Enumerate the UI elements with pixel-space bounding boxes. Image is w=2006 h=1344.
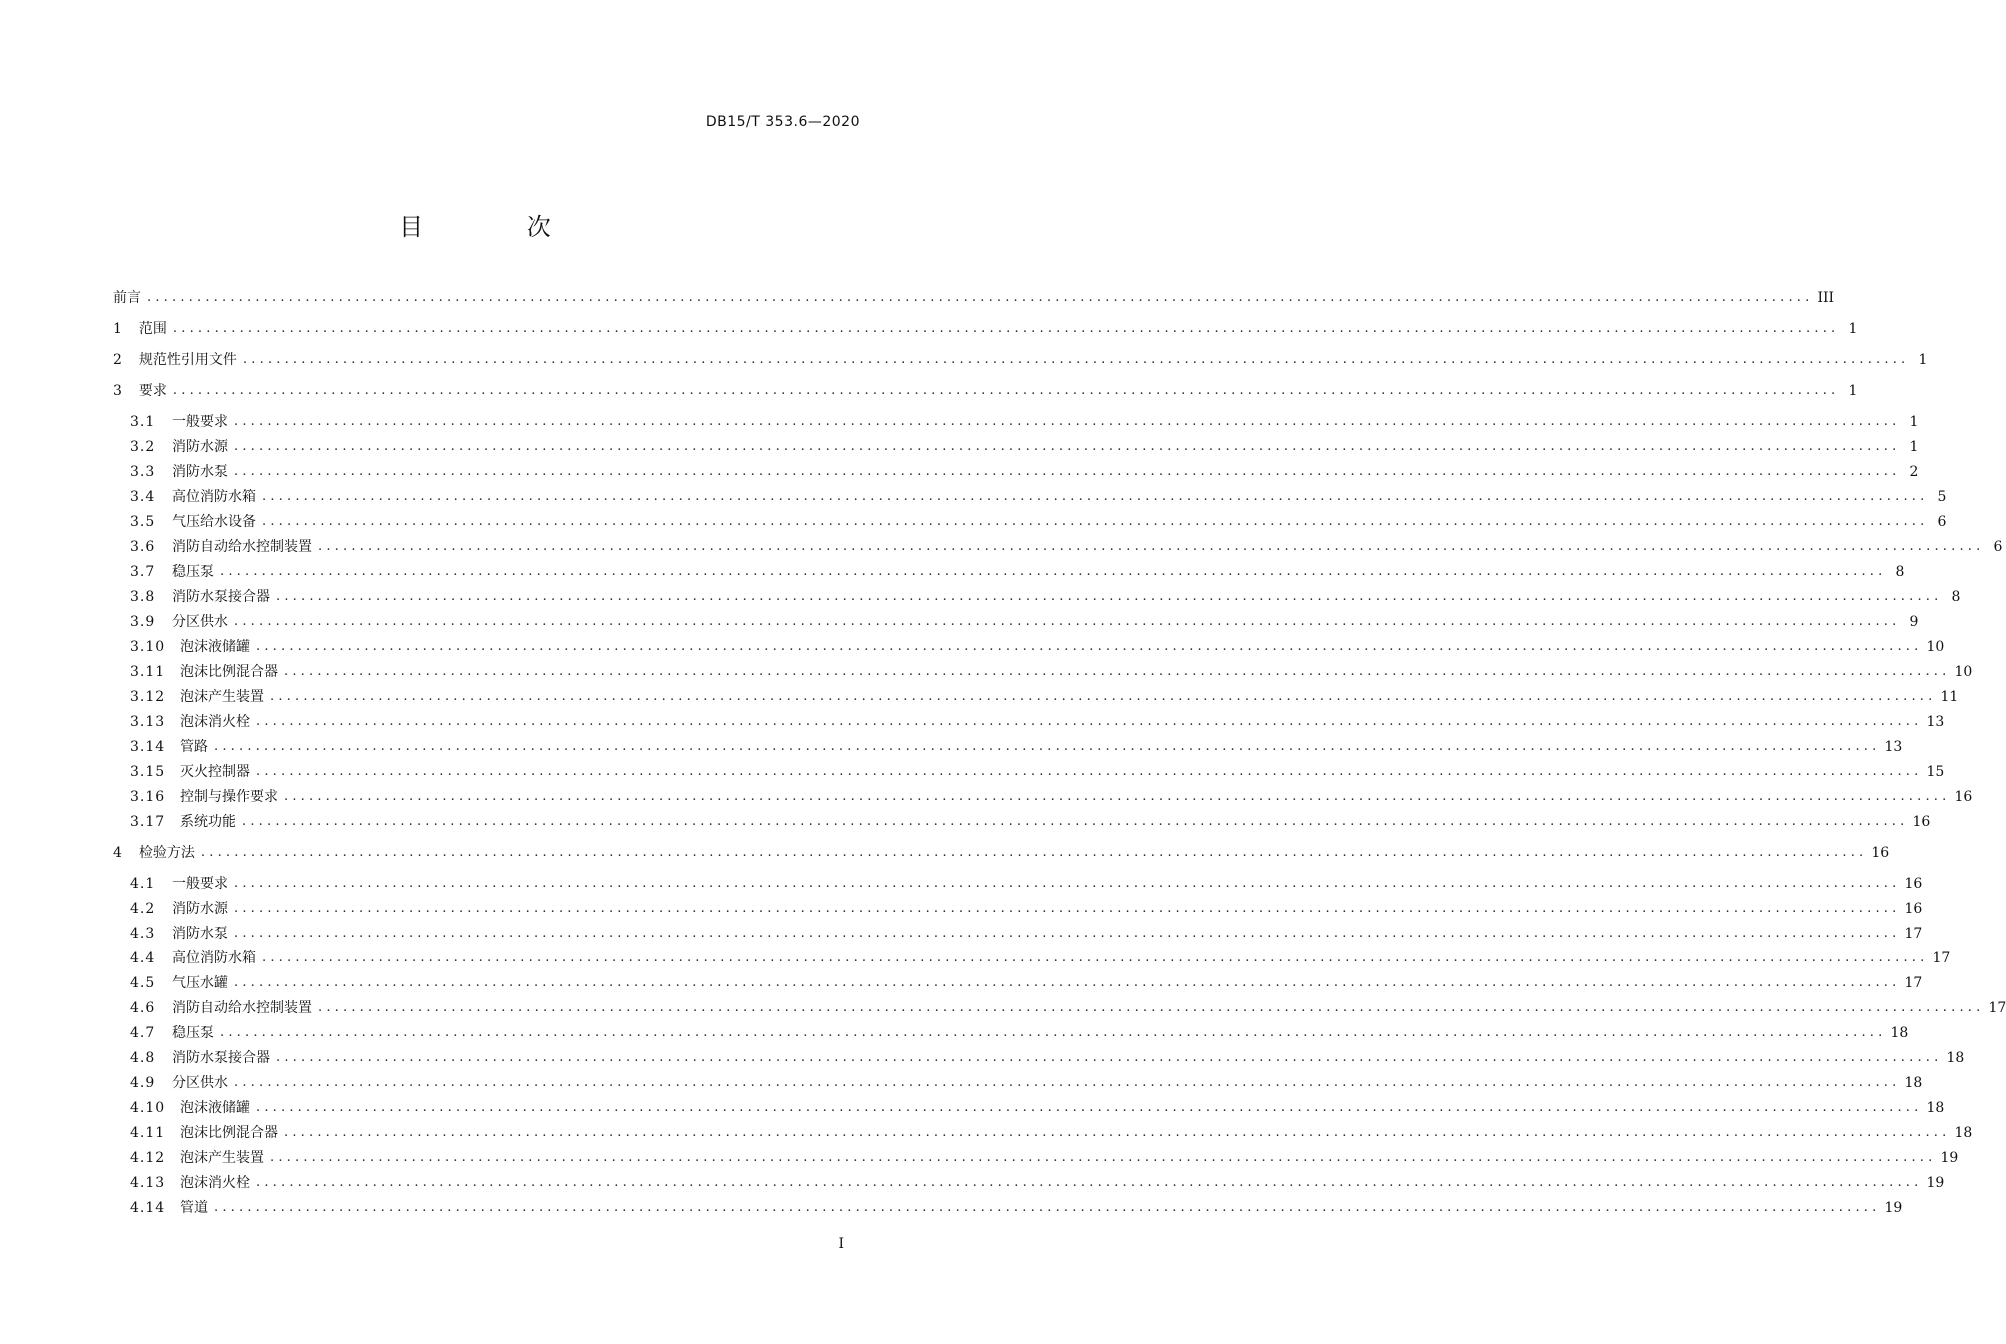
toc-entry[interactable] <box>130 1073 1923 1093</box>
toc-leader-dots: ........................................................................................................................................................................................................ <box>270 689 1937 704</box>
toc-entry-label: 要求 <box>138 383 167 399</box>
toc-leader-dots: ........................................................................................................................................................................................................ <box>220 564 1887 579</box>
toc-entry-number: 4.6 <box>130 1000 156 1016</box>
toc-entry-label: 规范性引用文件 <box>138 352 237 368</box>
toc-entry[interactable] <box>130 412 1919 432</box>
toc-entry-page: 8 <box>1895 564 1905 580</box>
toc-leader-dots: ........................................................................................................................................................................................................ <box>234 876 1901 891</box>
toc-entry-label: 系统功能 <box>180 814 236 830</box>
toc-leader-dots: ........................................................................................................................................................................................................ <box>147 290 1814 305</box>
toc-leader-dots: ........................................................................................................................................................................................................ <box>256 764 1923 779</box>
toc-entry[interactable] <box>130 487 1947 507</box>
page-title: 目 次 <box>399 213 599 241</box>
toc-leader-dots: ........................................................................................................................................................................................................ <box>242 352 1910 367</box>
toc-entry-page: 18 <box>1926 1100 1945 1116</box>
toc-entry-number: 3.2 <box>130 439 156 455</box>
toc-leader-dots: ........................................................................................................................................................................................................ <box>284 789 1951 804</box>
toc-entry-label: 检验方法 <box>138 845 195 861</box>
toc-entry-number: 3.13 <box>130 714 166 730</box>
toc-entry-page: 19 <box>1884 1200 1903 1216</box>
toc-entry[interactable] <box>130 874 1923 894</box>
toc-entry-number: 3.6 <box>130 539 156 555</box>
toc-entry-number: 4.10 <box>130 1100 166 1116</box>
toc-entry-page: 15 <box>1926 764 1945 780</box>
toc-entry-page: 18 <box>1954 1125 1973 1141</box>
toc-leader-dots: ........................................................................................................................................................................................................ <box>214 739 1881 754</box>
toc-entry[interactable] <box>130 462 1919 482</box>
toc-entry-page: 16 <box>1904 901 1923 917</box>
toc-entry-page: 17 <box>1904 975 1923 991</box>
toc-entry-page: 18 <box>1890 1025 1909 1041</box>
toc-entry-label: 控制与操作要求 <box>180 789 278 805</box>
footer-page-number: I <box>838 1236 844 1252</box>
toc-entry-number: 4.2 <box>130 901 156 917</box>
toc-entry-label: 稳压泵 <box>172 564 214 580</box>
toc-entry[interactable] <box>130 637 1945 657</box>
toc-entry-number: 3.12 <box>130 689 166 705</box>
toc-entry-number: 3.9 <box>130 614 156 630</box>
toc-entry-page: 6 <box>1993 539 2003 555</box>
toc-entry[interactable] <box>130 1023 1909 1043</box>
toc-leader-dots: ........................................................................................................................................................................................................ <box>234 439 1901 454</box>
toc-entry[interactable] <box>130 687 1959 707</box>
toc-entry-number: 3 <box>113 383 123 399</box>
toc-entry-label: 消防水泵接合器 <box>172 589 270 605</box>
toc-entry-label: 气压水罐 <box>172 975 228 991</box>
toc-entry[interactable] <box>130 1198 1903 1218</box>
toc-entry-page: 13 <box>1926 714 1945 730</box>
toc-entry[interactable] <box>113 381 1858 401</box>
toc-leader-dots: ........................................................................................................................................................................................................ <box>234 1075 1901 1090</box>
toc-entry[interactable] <box>130 562 1905 582</box>
toc-entry[interactable] <box>130 973 1923 993</box>
toc-entry[interactable] <box>130 437 1919 457</box>
toc-entry[interactable] <box>130 899 1923 919</box>
toc-entry-page: 10 <box>1926 639 1945 655</box>
toc-entry[interactable] <box>130 612 1919 632</box>
toc-leader-dots: ........................................................................................................................................................................................................ <box>256 639 1923 654</box>
toc-entry[interactable] <box>130 812 1931 832</box>
toc-entry[interactable] <box>113 319 1858 339</box>
toc-leader-dots: ........................................................................................................................................................................................................ <box>214 1200 1881 1215</box>
toc-entry-number: 4.8 <box>130 1050 156 1066</box>
toc-entry-page: 9 <box>1909 614 1919 630</box>
toc-entry-page: 17 <box>1988 1000 2006 1016</box>
toc-leader-dots: ........................................................................................................................................................................................................ <box>256 714 1923 729</box>
toc-entry-label: 泡沫消火栓 <box>180 714 250 730</box>
toc-entry-label: 消防自动给水控制装置 <box>172 539 312 555</box>
toc-entry[interactable] <box>130 587 1961 607</box>
toc-entry-page: 18 <box>1904 1075 1923 1091</box>
toc-entry-number: 4.3 <box>130 926 156 942</box>
toc-entry-number: 3.16 <box>130 789 166 805</box>
toc-entry[interactable] <box>130 948 1951 968</box>
toc-entry-label: 分区供水 <box>172 614 228 630</box>
toc-entry-label: 灭火控制器 <box>180 764 250 780</box>
toc-entry-number: 3.4 <box>130 489 156 505</box>
toc-entry-number: 4.11 <box>130 1125 166 1141</box>
toc-entry-label: 消防自动给水控制装置 <box>172 1000 312 1016</box>
toc-entry-page: 17 <box>1932 950 1951 966</box>
toc-entry[interactable] <box>130 537 2003 557</box>
toc-entry-label: 管路 <box>180 739 208 755</box>
toc-leader-dots: ........................................................................................................................................................................................................ <box>276 1050 1943 1065</box>
toc-entry-label: 泡沫比例混合器 <box>180 1125 278 1141</box>
toc-entry-label: 泡沫产生装置 <box>180 689 264 705</box>
toc-leader-dots: ........................................................................................................................................................................................................ <box>242 814 1909 829</box>
toc-entry-label: 泡沫消火栓 <box>180 1175 250 1191</box>
toc-entry-number: 3.17 <box>130 814 166 830</box>
toc-leader-dots: ........................................................................................................................................................................................................ <box>234 926 1901 941</box>
toc-leader-dots: ........................................................................................................................................................................................................ <box>256 1175 1923 1190</box>
toc-entry-label: 消防水泵 <box>172 926 228 942</box>
toc-entry-label: 范围 <box>138 321 167 337</box>
toc-entry-number: 3.7 <box>130 564 156 580</box>
toc-entry-number: 3.10 <box>130 639 166 655</box>
toc-entry-page: 16 <box>1912 814 1931 830</box>
toc-entry-number: 4.13 <box>130 1175 166 1191</box>
toc-entry-label: 分区供水 <box>172 1075 228 1091</box>
toc-entry-number: 4.9 <box>130 1075 156 1091</box>
toc-entry[interactable] <box>130 1048 1965 1068</box>
toc-entry-page: III <box>1817 290 1835 306</box>
toc-entry-label: 一般要求 <box>172 414 228 430</box>
toc-entry-label: 泡沫比例混合器 <box>180 664 278 680</box>
toc-entry[interactable] <box>130 1148 1959 1168</box>
toc-leader-dots: ........................................................................................................................................................................................................ <box>318 1000 1985 1015</box>
toc-leader-dots: ........................................................................................................................................................................................................ <box>256 1100 1923 1115</box>
toc-entry-label: 管道 <box>180 1200 208 1216</box>
toc-leader-dots: ........................................................................................................................................................................................................ <box>234 414 1901 429</box>
toc-entry-number: 4.12 <box>130 1150 166 1166</box>
toc-leader-dots: ........................................................................................................................................................................................................ <box>262 950 1929 965</box>
toc-entry[interactable] <box>113 843 1890 863</box>
toc-entry[interactable] <box>130 737 1903 757</box>
toc-entry-page: 19 <box>1926 1175 1945 1191</box>
toc-leader-dots: ........................................................................................................................................................................................................ <box>234 464 1901 479</box>
toc-entry-page: 18 <box>1946 1050 1965 1066</box>
toc-leader-dots: ........................................................................................................................................................................................................ <box>234 901 1901 916</box>
toc-leader-dots: ........................................................................................................................................................................................................ <box>234 975 1901 990</box>
toc-entry-label: 稳压泵 <box>172 1025 214 1041</box>
toc-entry[interactable] <box>130 787 1973 807</box>
toc-entry-label: 泡沫液储罐 <box>180 639 250 655</box>
toc-entry-page: 6 <box>1937 514 1947 530</box>
toc-leader-dots: ........................................................................................................................................................................................................ <box>234 614 1901 629</box>
toc-leader-dots: ........................................................................................................................................................................................................ <box>284 1125 1951 1140</box>
toc-entry-label: 消防水源 <box>172 901 228 917</box>
document-code: DB15/T 353.6—2020 <box>705 114 860 130</box>
toc-entry-number: 1 <box>113 321 123 337</box>
toc-leader-dots: ........................................................................................................................................................................................................ <box>284 664 1951 679</box>
toc-leader-dots: ........................................................................................................................................................................................................ <box>276 589 1943 604</box>
toc-entry-number: 3.3 <box>130 464 156 480</box>
toc-entry-page: 16 <box>1871 845 1890 861</box>
toc-entry-page: 1 <box>1848 383 1858 399</box>
toc-leader-dots: ........................................................................................................................................................................................................ <box>318 539 1985 554</box>
toc-entry-label: 消防水泵接合器 <box>172 1050 270 1066</box>
toc-entry-page: 10 <box>1954 664 1973 680</box>
toc-entry[interactable] <box>130 762 1945 782</box>
toc-entry[interactable] <box>130 1123 1973 1143</box>
toc-entry[interactable] <box>130 998 2006 1018</box>
toc-entry-number: 3.15 <box>130 764 166 780</box>
toc-entry[interactable] <box>113 288 1835 308</box>
toc-entry-page: 13 <box>1884 739 1903 755</box>
toc-leader-dots: ........................................................................................................................................................................................................ <box>270 1150 1937 1165</box>
toc-leader-dots: ........................................................................................................................................................................................................ <box>200 845 1868 860</box>
toc-entry-number: 3.1 <box>130 414 156 430</box>
toc-entry[interactable] <box>130 1098 1945 1118</box>
toc-entry[interactable] <box>130 662 1973 682</box>
toc-entry-page: 11 <box>1940 689 1959 705</box>
toc-entry-page: 16 <box>1954 789 1973 805</box>
toc-entry-label: 前言 <box>113 290 141 306</box>
toc-leader-dots: ........................................................................................................................................................................................................ <box>220 1025 1887 1040</box>
toc-entry-label: 一般要求 <box>172 876 228 892</box>
toc-leader-dots: ........................................................................................................................................................................................................ <box>262 514 1929 529</box>
toc-entry[interactable] <box>130 712 1945 732</box>
toc-entry[interactable] <box>130 924 1923 944</box>
toc-entry-page: 19 <box>1940 1150 1959 1166</box>
toc-leader-dots: ........................................................................................................................................................................................................ <box>262 489 1929 504</box>
toc-entry-label: 气压给水设备 <box>172 514 256 530</box>
toc-entry-number: 3.14 <box>130 739 166 755</box>
toc-entry-page: 5 <box>1937 489 1947 505</box>
toc-entry-number: 4.4 <box>130 950 156 966</box>
toc-entry-label: 泡沫液储罐 <box>180 1100 250 1116</box>
toc-entry-page: 1 <box>1909 439 1919 455</box>
toc-leader-dots: ........................................................................................................................................................................................................ <box>172 321 1840 336</box>
toc-entry-number: 3.11 <box>130 664 166 680</box>
toc-entry[interactable] <box>113 350 1928 370</box>
toc-entry-label: 泡沫产生装置 <box>180 1150 264 1166</box>
toc-entry-label: 高位消防水箱 <box>172 489 256 505</box>
toc-entry-number: 2 <box>113 352 123 368</box>
toc-entry-number: 4 <box>113 845 123 861</box>
toc-entry-page: 16 <box>1904 876 1923 892</box>
toc-entry-page: 2 <box>1909 464 1919 480</box>
toc-entry[interactable] <box>130 512 1947 532</box>
toc-entry-label: 高位消防水箱 <box>172 950 256 966</box>
toc-entry[interactable] <box>130 1173 1945 1193</box>
toc-entry-number: 4.14 <box>130 1200 166 1216</box>
toc-entry-number: 4.7 <box>130 1025 156 1041</box>
toc-entry-label: 消防水泵 <box>172 464 228 480</box>
toc-entry-number: 4.1 <box>130 876 156 892</box>
toc-entry-page: 8 <box>1951 589 1961 605</box>
toc-leader-dots: ........................................................................................................................................................................................................ <box>172 383 1840 398</box>
toc-entry-page: 1 <box>1848 321 1858 337</box>
toc-entry-page: 17 <box>1904 926 1923 942</box>
toc-entry-number: 3.8 <box>130 589 156 605</box>
toc-entry-page: 1 <box>1909 414 1919 430</box>
toc-entry-number: 4.5 <box>130 975 156 991</box>
toc-entry-number: 3.5 <box>130 514 156 530</box>
toc-entry-page: 1 <box>1918 352 1928 368</box>
toc-entry-label: 消防水源 <box>172 439 228 455</box>
